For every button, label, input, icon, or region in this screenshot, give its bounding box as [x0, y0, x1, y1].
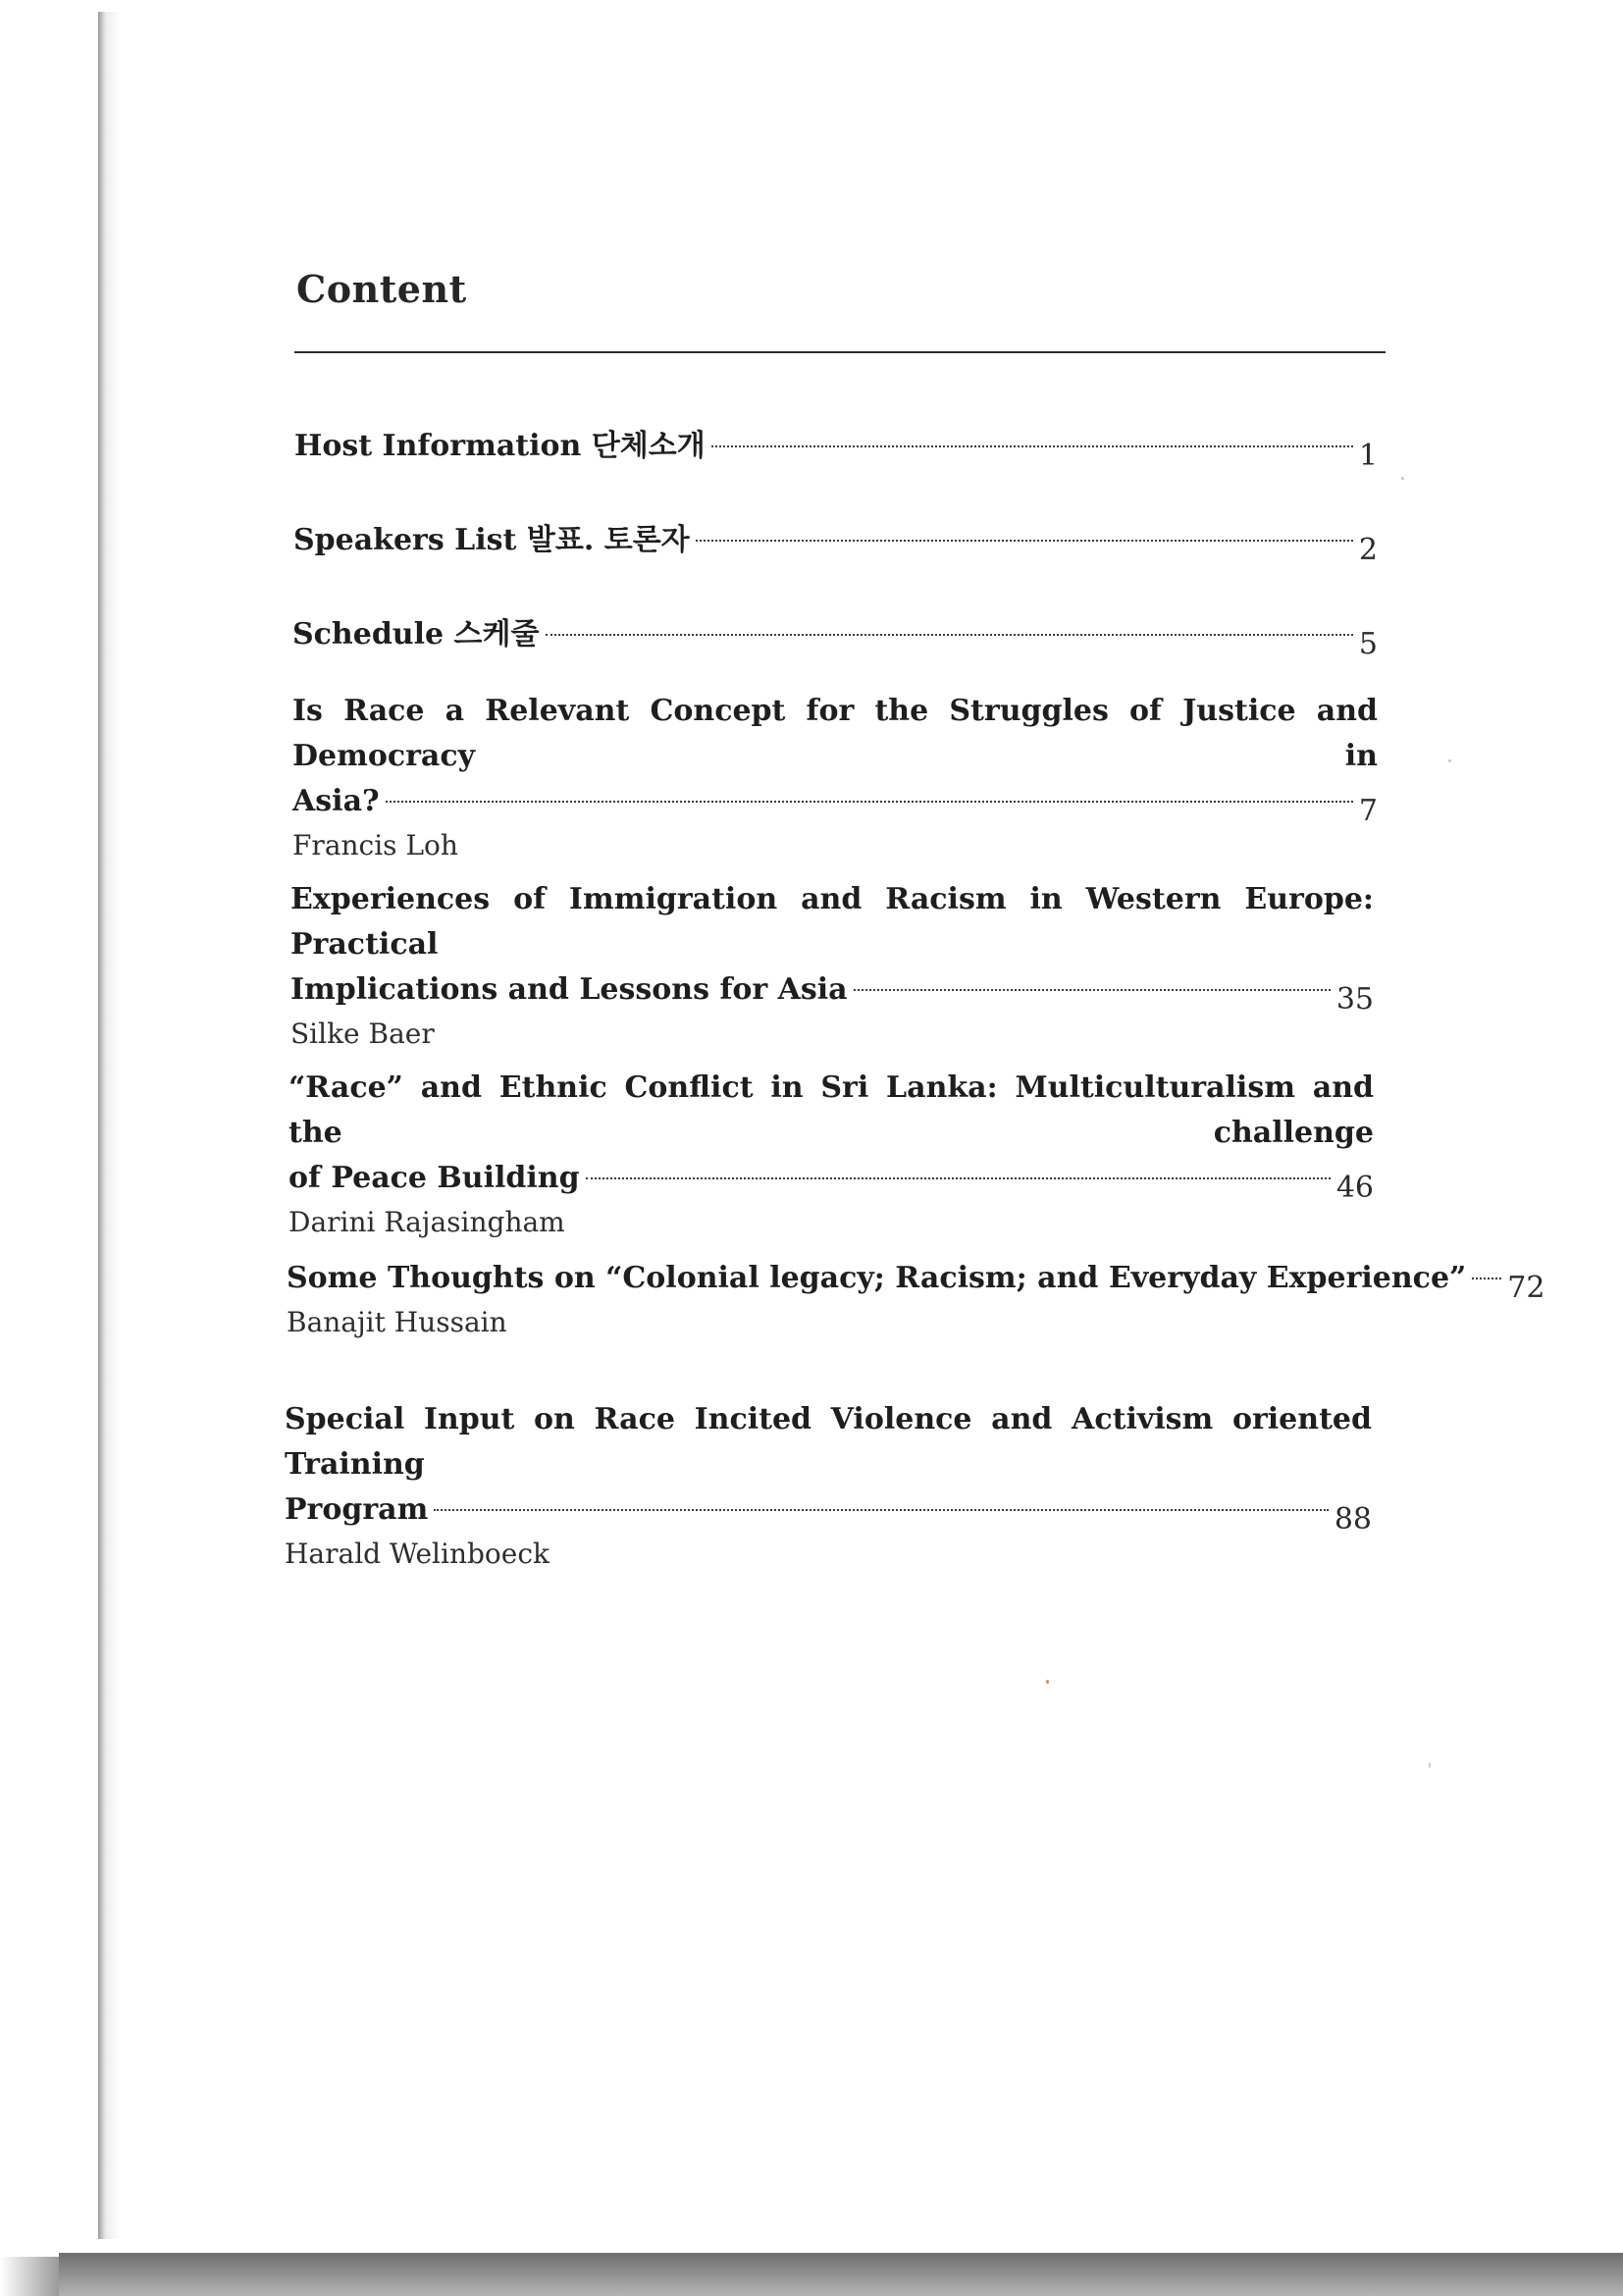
toc-entry-sri-lanka-conflict[interactable] — [288, 1066, 1374, 1242]
speck — [1429, 1762, 1431, 1768]
toc-entry-title: Speakers List 발표. 토론자 — [293, 523, 690, 557]
dot-leader — [711, 445, 1353, 447]
toc-entry-author: Darini Rajasingham — [288, 1206, 565, 1238]
page-title: Content — [296, 267, 467, 311]
dot-leader — [696, 540, 1353, 542]
toc-entry-title-line2: Asia? — [292, 784, 380, 818]
page-spine-fade — [106, 12, 120, 2239]
toc-entry-title: Some Thoughts on “Colonial legacy; Racism; and Everyday Experience” — [287, 1261, 1467, 1295]
toc-page-number: 1 — [1358, 439, 1378, 473]
toc-entry-title-line1: Special Input on Race Incited Violence and Activism oriented Training — [285, 1402, 1372, 1482]
toc-entry-title-line2: of Peace Building — [288, 1161, 580, 1195]
scan-edge-left — [0, 2257, 59, 2296]
title-underline — [294, 351, 1386, 353]
dot-leader — [546, 634, 1353, 636]
dot-leader — [854, 989, 1331, 991]
toc-entry-title-line1: Experiences of Immigration and Racism in Western Europe: Practical — [290, 882, 1374, 962]
toc-page-number: 2 — [1358, 533, 1378, 567]
toc-entry-author: Francis Loh — [292, 829, 458, 861]
dot-leader — [386, 801, 1353, 803]
speck — [1401, 477, 1404, 480]
toc-entry-colonial-legacy[interactable] — [287, 1256, 1545, 1342]
toc-page-number: 46 — [1335, 1171, 1374, 1205]
dot-leader — [586, 1177, 1331, 1179]
toc-page-number: 88 — [1334, 1502, 1372, 1537]
toc-entry-special-input-training[interactable] — [285, 1397, 1372, 1574]
toc-entry-title-line2: Implications and Lessons for Asia — [290, 972, 848, 1007]
toc-entry-title-line2: Program — [285, 1492, 429, 1527]
speck — [1046, 1680, 1049, 1684]
scan-bottom-edge — [59, 2253, 1623, 2296]
toc-page-number: 35 — [1335, 982, 1374, 1017]
page-spine-shadow — [98, 12, 106, 2239]
toc-entry-title-line1: “Race” and Ethnic Conflict in Sri Lanka: Multiculturalism and the challenge — [288, 1070, 1374, 1150]
toc-entry-host-information[interactable] — [294, 424, 1378, 473]
toc-entry-speakers-list[interactable] — [293, 518, 1378, 567]
dot-leader — [1472, 1278, 1501, 1279]
toc-entry-title-line1: Is Race a Relevant Concept for the Struggles of Justice and Democracy in — [292, 694, 1378, 773]
toc-entry-author: Silke Baer — [290, 1018, 435, 1050]
speck — [1448, 759, 1451, 762]
toc-page-number: 72 — [1507, 1271, 1545, 1305]
toc-entry-title: Host Information 단체소개 — [294, 429, 706, 463]
toc-page-number: 7 — [1358, 794, 1378, 828]
toc-entry-author: Harald Welinboeck — [285, 1538, 550, 1570]
toc-entry-author: Banajit Hussain — [287, 1306, 507, 1338]
toc-entry-schedule[interactable] — [292, 612, 1378, 661]
toc-entry-race-relevant-concept[interactable] — [292, 689, 1378, 865]
toc-page-number: 5 — [1358, 627, 1378, 661]
toc-entry-immigration-racism-europe[interactable] — [290, 877, 1374, 1054]
toc-entry-title: Schedule 스케줄 — [292, 617, 540, 652]
dot-leader — [434, 1509, 1328, 1511]
